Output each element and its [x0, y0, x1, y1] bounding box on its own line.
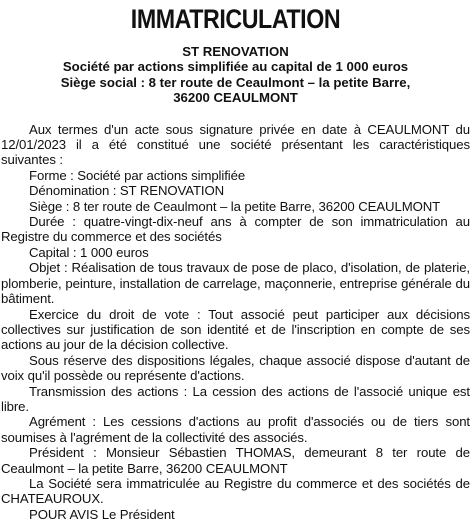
paragraph-seat: Siège : 8 ter route de Ceaulmont – la petite Barre, 36200 CEAULMONT	[29, 198, 441, 214]
notice-title: IMMATRICULATION	[130, 4, 341, 34]
paragraph-purpose: Objet : Réalisation de tous travaux de pose de placo, d'isolation, de platerie, plomberie, peinture, installation de carrelage, maçonnerie, entreprise générale du bâtiment.	[1, 260, 470, 307]
paragraph-preamble: Aux termes d'un acte sous signature privée en date à CEAULMONT du 12/01/2023 il a été constitué une société présentant les caractéristiques suivantes :	[1, 121, 470, 168]
paragraph-voting: Exercice du droit de vote : Tout associé peut participer aux décisions collectives sur justification de son identité et de l'inscription en compte de ses actions au jour de la décision collective.	[1, 306, 470, 353]
paragraph-votes: Sous réserve des dispositions légales, chaque associé dispose d'autant de voix qu'il possède ou représente d'actions.	[1, 352, 470, 384]
paragraph-approval: Agrément : Les cessions d'actions au profit d'associés ou de tiers sont soumises à l'agrément de la collectivité des associés.	[1, 414, 470, 445]
paragraph-duration: Durée : quatre-vingt-dix-neuf ans à compter de son immatriculation au Registre du commerce et des sociétés	[1, 214, 470, 245]
company-name: ST RENOVATION	[182, 44, 289, 59]
paragraph-form: Forme : Société par actions simplifiée	[29, 167, 246, 183]
paragraph-name: Dénomination : ST RENOVATION	[29, 183, 225, 199]
company-form-capital: Société par actions simplifiée au capital de 1 000 euros	[62, 59, 409, 75]
paragraph-transfer: Transmission des actions : La cession des actions de l'associé unique est libre.	[1, 383, 470, 414]
registered-office-line1: Siège social : 8 ter route de Ceaulmont – la petite Barre,	[60, 74, 411, 90]
company-header	[1, 44, 470, 106]
paragraph-signature: POUR AVIS Le Président	[29, 506, 175, 522]
paragraph-president: Président : Monsieur Sébastien THOMAS, demeurant 8 ter route de Ceaulmont – la petite Barre, 36200 CEAULMONT	[1, 445, 470, 476]
notice-body	[1, 122, 470, 522]
paragraph-registration: La Société sera immatriculée au Registre du commerce et des sociétés de CHATEAUROUX.	[1, 475, 470, 507]
registered-office-line2: 36200 CEAULMONT	[173, 90, 298, 106]
paragraph-capital: Capital : 1 000 euros	[29, 244, 149, 260]
